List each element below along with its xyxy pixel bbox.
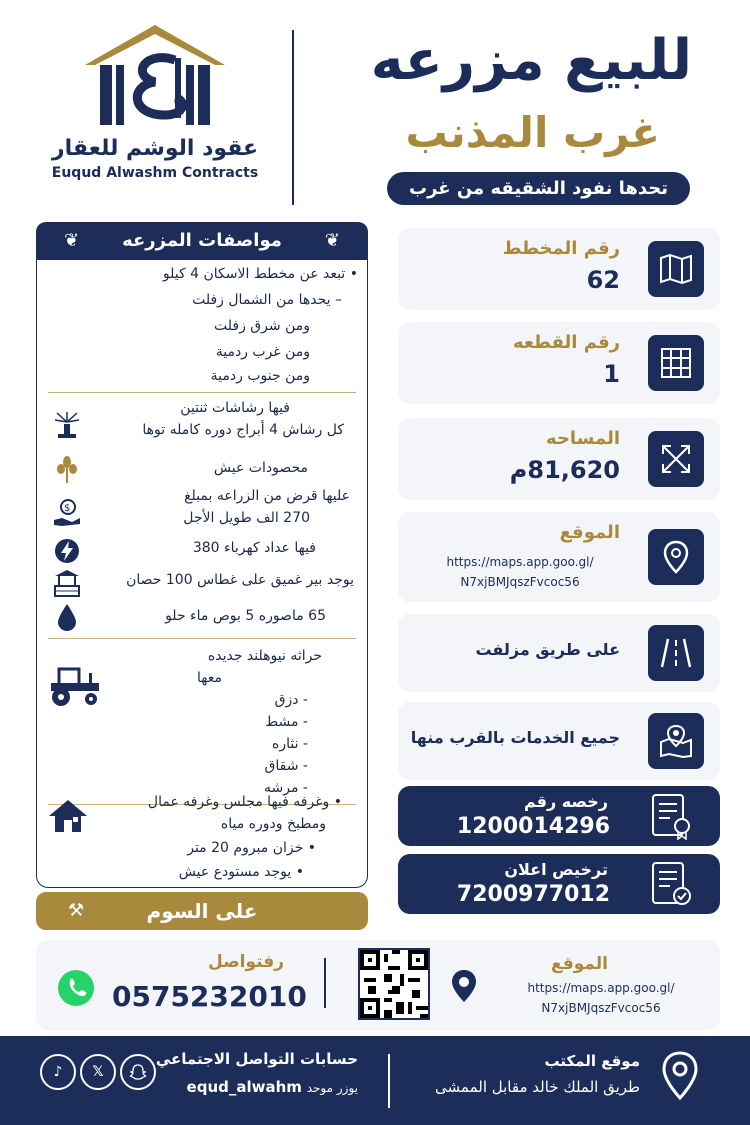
spec-tractor-with: معها [197,670,222,686]
office-location-label: موقع المكتب [544,1052,640,1070]
footer [0,1036,750,1125]
contact-phone[interactable]: 0575232010 [112,980,307,1013]
whatsapp-icon[interactable] [56,968,96,1012]
spec-divider [48,392,356,393]
license-label: رخصه رقم [523,792,608,811]
header-divider [292,30,294,205]
logo-house-icon [75,20,235,130]
spec-tractor-item: - دزق [274,692,308,708]
lightning-icon [50,534,84,568]
well-icon [50,566,84,600]
contact-strip [36,940,720,1030]
logo-name-en: Euqud Alwashm Contracts [51,165,259,181]
grid-icon [648,335,704,391]
social-username[interactable]: equd_alwahm [186,1078,302,1096]
area-card [398,418,720,500]
footer-divider [388,1054,390,1108]
spec-tractor-item: - نثاره [272,736,308,752]
area-value: 81,620م [509,456,620,484]
tractor-icon [44,664,104,708]
office-pin-icon[interactable] [660,1050,700,1106]
leaf-icon: ❦ [64,230,80,251]
house-icon [46,796,90,836]
contact-divider [324,958,326,1008]
specs-heading [36,222,368,260]
document-check-icon [650,860,694,908]
gavel-icon: ⚒ [68,900,85,921]
auction-banner [36,892,368,930]
map-icon [648,241,704,297]
spec-location-line: • تبعد عن مخطط الاسكان 4 كيلو [162,266,358,282]
contact-label: رفتواصل [208,952,284,972]
spec-loan: عليها قرض من الزراعه بمبلغ [184,488,350,504]
spec-electricity: فيها عداد كهرباء 380 [192,540,316,556]
plot-number-value: 1 [603,360,620,388]
road-icon [648,625,704,681]
plan-number-card [398,228,720,310]
contact-location-pin-icon [450,968,478,1008]
plot-number-label: رقم القطعه [512,332,620,353]
spec-rooms: • وغرفه فيها مجلس وغرفه عمال [147,794,342,810]
spec-sprinklers: فيها رشاشات ثنتين [180,400,290,416]
spec-pipes: 65 ماصوره 5 بوص ماء حلو [165,608,326,624]
spec-well: يوجد بير غميق على غطاس 100 حصان [126,572,354,588]
area-label: المساحه [546,428,620,449]
boundary-pill: تحدها نفود الشقيقه من غرب [387,172,690,205]
money-hand-icon [50,496,84,530]
services-card [398,702,720,780]
spec-tank: • خزان مبروم 20 متر [187,840,316,856]
plot-number-card [398,322,720,404]
expand-arrows-icon [648,431,704,487]
spec-tractor-item: - مرشه [264,780,308,796]
spec-location-line: ومن شرق زفلت [214,318,310,334]
map-pin-icon [648,713,704,769]
road-text: على طريق مزلفت [475,640,620,659]
contact-url-line: N7xjBMJqszFvcoc56 [541,1001,661,1015]
spec-tractor-item: - شقاق [264,758,308,774]
spec-crops: محصودات عيش [213,460,308,476]
spec-tractor: حراثه نيوهلند جديده [207,648,322,664]
contact-location-link[interactable] [496,978,706,1018]
location-pin-icon [648,529,704,585]
page-subtitle: غرب المذنب [405,108,660,157]
license-card [398,786,720,846]
spec-loan-amount: 270 الف طويل الأجل [183,510,310,526]
ad-license-label: ترخيص اعلان [504,860,608,879]
road-card [398,614,720,692]
page-title: للبيع مزرعه [370,28,692,93]
location-label: الموقع [559,522,620,543]
services-text: جميع الخدمات بالقرب منها [410,728,620,747]
location-link[interactable] [420,552,620,592]
contact-url-line: https://maps.app.goo.gl/ [527,981,675,995]
leaf-icon: ❦ [324,230,340,251]
tiktok-icon[interactable]: ♪ [40,1054,76,1090]
social-accounts-label: حسابات التواصل الاجتماعي [155,1050,358,1068]
plan-number-value: 62 [586,266,620,294]
snapchat-icon[interactable] [120,1054,156,1090]
auction-label: على السوم [146,899,258,923]
company-logo [30,20,280,210]
contact-location-label: الموقع [550,954,608,974]
spec-location-line: ومن جنوب ردمية [210,368,310,384]
spec-location-line: ومن غرب ردمية [215,344,310,360]
svg-text:$: $ [64,503,71,514]
spec-rooms-detail: ومطبخ ودوره مياه [220,816,326,832]
specs-heading-text: مواصفات المزرعه [122,230,282,251]
location-card [398,512,720,602]
ad-license-card [398,854,720,914]
spec-location-line: – يحدها من الشمال زفلت [192,292,342,308]
wheat-icon [50,452,84,486]
sprinkler-icon [50,408,84,442]
spec-storage: • يوجد مستودع عيش [178,864,304,880]
logo-name-ar: عقود الوشم للعقار [51,136,259,161]
qr-code[interactable] [358,948,430,1020]
water-drop-icon [50,600,84,634]
office-address: طريق الملك خالد مقابل الممشى [435,1078,640,1096]
location-url-line: N7xjBMJqszFvcoc56 [460,575,580,589]
plan-number-label: رقم المخطط [502,238,620,259]
spec-divider [48,638,356,639]
spec-tractor-item: - مشط [265,714,308,730]
ad-license-number: 7200977012 [456,882,610,907]
license-number: 1200014296 [456,814,610,839]
spec-sprinklers-detail: كل رشاش 4 أبراج دوره كامله توها [142,422,344,438]
x-icon[interactable]: 𝕏 [80,1054,116,1090]
social-username-row [187,1078,358,1096]
certificate-icon [650,792,694,840]
username-prefix: يوزر موحد [306,1081,358,1095]
location-url-line: https://maps.app.goo.gl/ [446,555,594,569]
